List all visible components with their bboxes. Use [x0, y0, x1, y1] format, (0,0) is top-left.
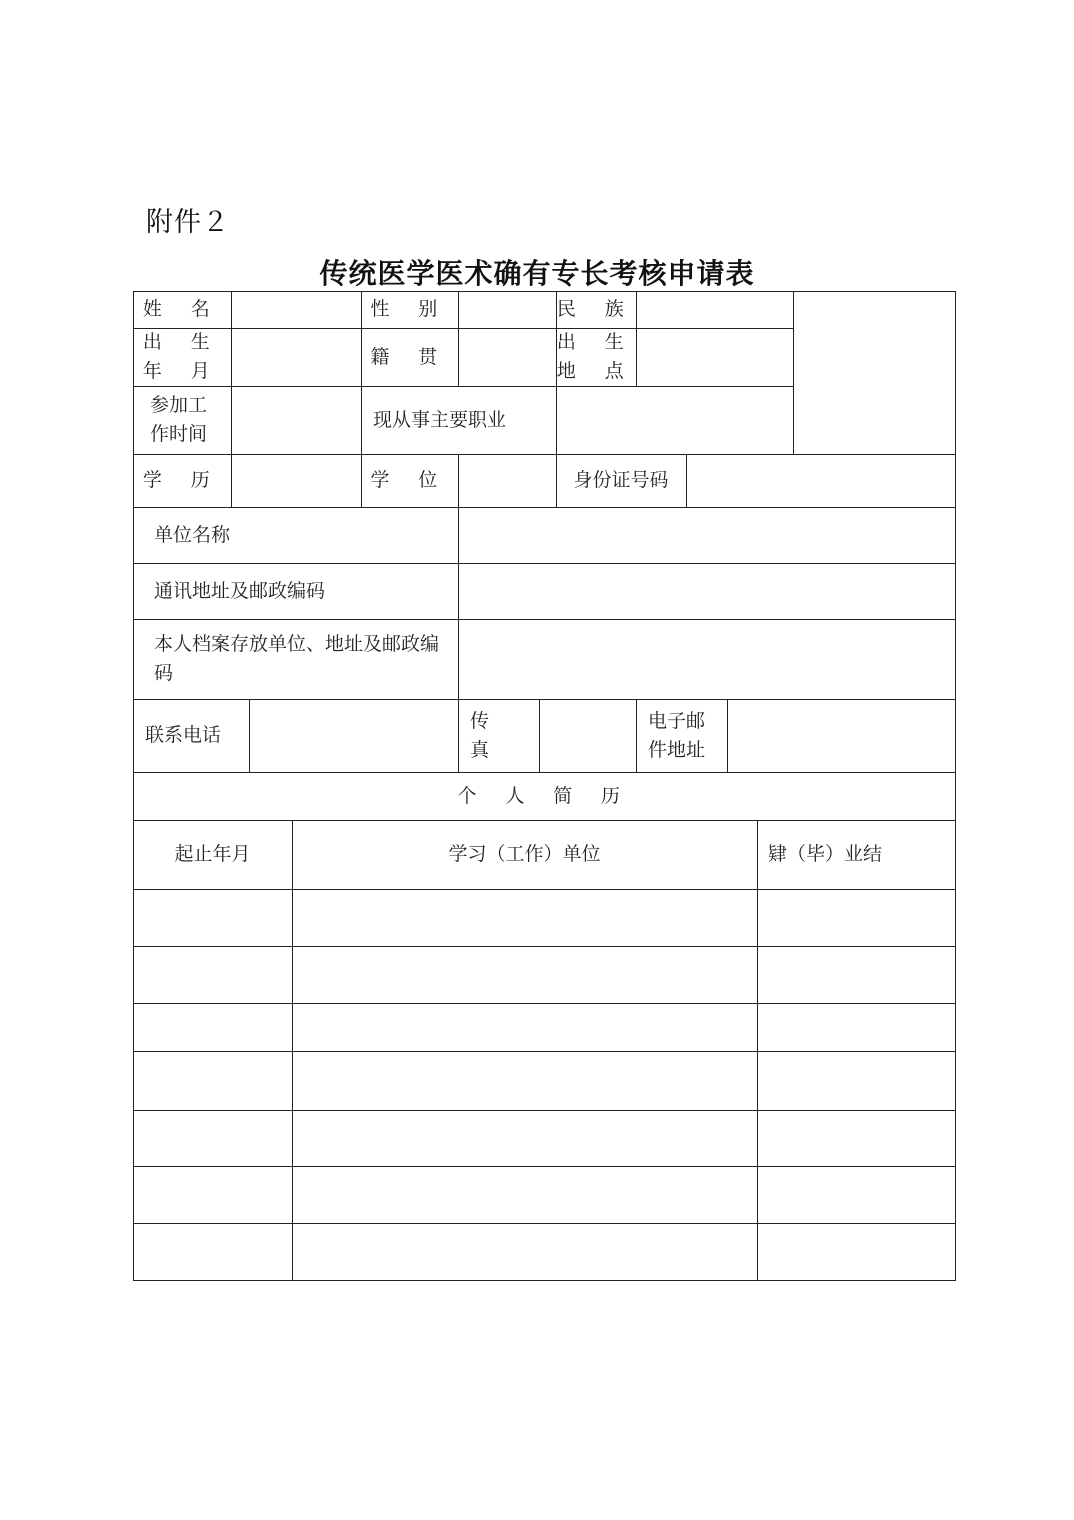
- education-field[interactable]: [232, 455, 361, 507]
- label-work-start-line2: 作时间: [150, 423, 208, 445]
- label-phone: 联系电话: [145, 724, 222, 746]
- resume-cell-period[interactable]: [134, 890, 292, 946]
- label-gender: 性 别: [370, 298, 449, 320]
- resume-cell-unit[interactable]: [293, 1052, 757, 1110]
- occupation-field[interactable]: [557, 387, 793, 454]
- label-birth-place: [556, 328, 636, 386]
- email-field[interactable]: [728, 700, 955, 772]
- label-ethnicity: 民 族: [556, 298, 636, 320]
- photo-box[interactable]: [794, 292, 955, 454]
- resume-cell-completion[interactable]: [758, 1111, 955, 1166]
- form-title: 传统医学医术确有专长考核申请表: [319, 257, 755, 290]
- archive-location-field[interactable]: [459, 620, 955, 699]
- attachment-label: 附件２: [146, 207, 230, 238]
- label-email: [648, 699, 727, 772]
- resume-cell-completion[interactable]: [758, 1167, 955, 1223]
- label-mailing-address: 通讯地址及邮政编码: [154, 579, 326, 602]
- column-divider: [458, 699, 459, 772]
- resume-header-unit: 学习（工作）单位: [448, 843, 601, 865]
- resume-cell-completion[interactable]: [758, 947, 955, 1003]
- label-birth-date-line2: 年 月: [142, 360, 222, 382]
- resume-header-completion: 肄（毕）业结: [768, 843, 883, 865]
- label-email-line1: 电子邮: [648, 709, 706, 732]
- label-archive-location: 本人档案存放单位、地址及邮政编码: [154, 633, 440, 684]
- name-field[interactable]: [232, 292, 361, 328]
- resume-cell-unit[interactable]: [293, 1004, 757, 1051]
- resume-cell-unit[interactable]: [293, 1224, 757, 1280]
- resume-cell-unit[interactable]: [293, 1167, 757, 1223]
- label-id-number: 身份证号码: [573, 469, 669, 491]
- degree-field[interactable]: [459, 455, 556, 507]
- resume-cell-unit[interactable]: [293, 890, 757, 946]
- work-start-field[interactable]: [232, 387, 361, 454]
- birth-place-field[interactable]: [637, 329, 793, 386]
- resume-cell-unit[interactable]: [293, 947, 757, 1003]
- label-fax: 传 真: [470, 709, 501, 761]
- ethnicity-field[interactable]: [637, 292, 793, 328]
- resume-cell-unit[interactable]: [293, 1111, 757, 1166]
- table-border-bottom: [133, 1280, 956, 1281]
- label-birth-date: [133, 328, 231, 386]
- label-native-place: 籍 贯: [370, 345, 449, 368]
- resume-cell-completion[interactable]: [758, 1224, 955, 1280]
- label-degree: 学 位: [370, 469, 449, 491]
- birth-date-field[interactable]: [232, 329, 361, 386]
- label-work-start: [150, 386, 231, 454]
- resume-cell-period[interactable]: [134, 1052, 292, 1110]
- resume-header-period: 起止年月: [174, 843, 251, 865]
- label-birth-date-line1: 出 生: [142, 331, 222, 353]
- resume-cell-period[interactable]: [134, 1004, 292, 1051]
- resume-section-header: 个 人 简 历: [457, 784, 632, 807]
- native-place-field[interactable]: [459, 329, 556, 386]
- id-number-field[interactable]: [687, 455, 955, 507]
- gender-field[interactable]: [459, 292, 556, 328]
- label-name: 姓 名: [142, 298, 222, 320]
- label-education: 学 历: [142, 469, 222, 491]
- resume-cell-period[interactable]: [134, 947, 292, 1003]
- resume-cell-completion[interactable]: [758, 1004, 955, 1051]
- resume-cell-period[interactable]: [134, 1111, 292, 1166]
- column-divider: [636, 699, 637, 772]
- employer-field[interactable]: [459, 508, 955, 563]
- label-birth-place-line2: 地 点: [556, 360, 636, 382]
- resume-cell-completion[interactable]: [758, 1052, 955, 1110]
- phone-field[interactable]: [250, 700, 458, 772]
- label-birth-place-line1: 出 生: [556, 331, 636, 353]
- label-employer: 单位名称: [154, 523, 231, 546]
- fax-field[interactable]: [540, 700, 636, 772]
- resume-cell-period[interactable]: [134, 1167, 292, 1223]
- resume-cell-completion[interactable]: [758, 890, 955, 946]
- label-occupation: 现从事主要职业: [373, 408, 507, 431]
- mailing-address-field[interactable]: [459, 564, 955, 619]
- label-email-line2: 件地址: [648, 738, 706, 761]
- resume-cell-period[interactable]: [134, 1224, 292, 1280]
- label-work-start-line1: 参加工: [150, 394, 208, 416]
